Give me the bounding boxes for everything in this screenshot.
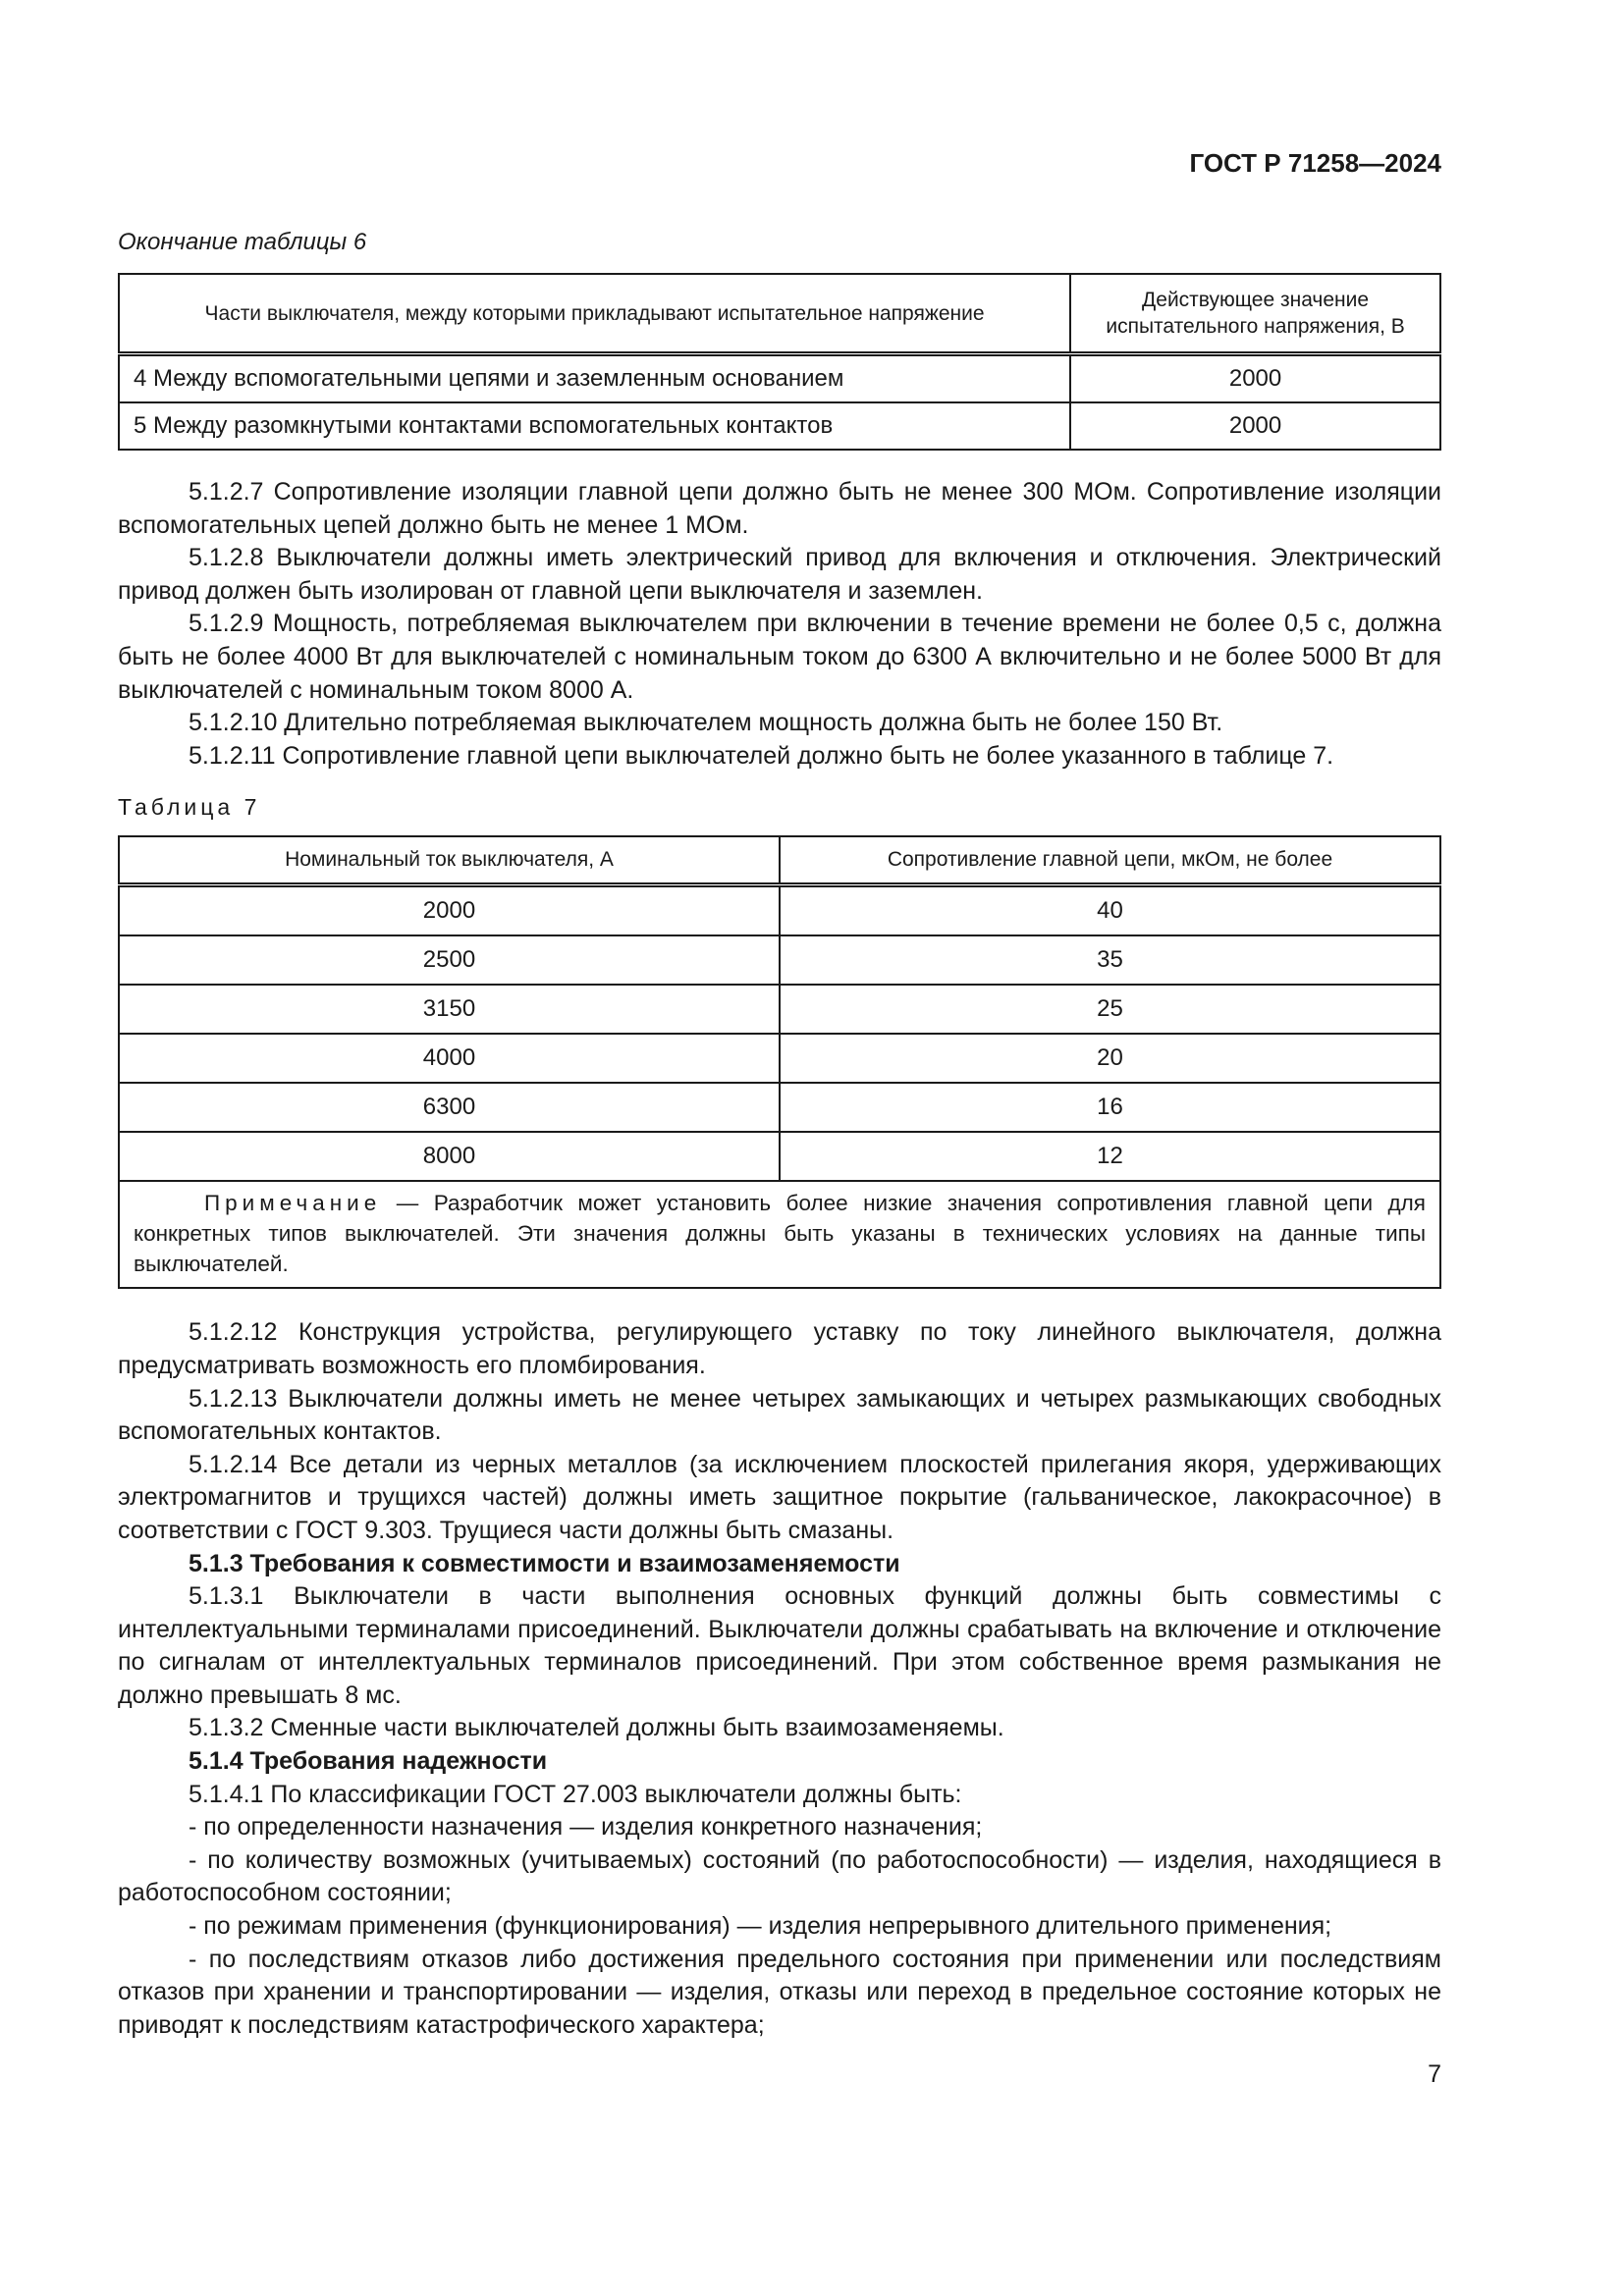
table-header-row (119, 836, 1440, 885)
cell: 4 Между вспомогательными цепями и заземленным основанием (119, 354, 1070, 403)
table-note (119, 1181, 1440, 1288)
text-block-2 (118, 1316, 1441, 2042)
table-row (119, 402, 1440, 450)
list-item: - по последствиям отказов либо достижения предельного состояния при применении или последствиям отказов при хранении и транспортировании — изделия, отказы или переход в предельное состояние которых не приводят к последствиям катастрофического характера; (118, 1945, 1441, 2039)
text-block-1 (118, 476, 1441, 773)
paragraph: 5.1.2.12 Конструкция устройства, регулирующего уставку по току линейного выключателя, должна предусматривать возможность его пломбирования. (118, 1318, 1441, 1379)
cell: 25 (780, 985, 1440, 1034)
table-header-row (119, 274, 1440, 354)
cell: 2000 (1070, 354, 1440, 403)
paragraph: 5.1.2.10 Длительно потребляемая выключателем мощность должна быть не более 150 Вт. (189, 709, 1223, 737)
cell: 6300 (119, 1083, 780, 1132)
table-row (119, 935, 1440, 985)
list-item: - по режимам применения (функционирования) — изделия непрерывного длительного применения; (189, 1912, 1332, 1941)
section-heading: 5.1.4 Требования надежности (189, 1747, 548, 1776)
table7-caption: Таблица 7 (118, 794, 261, 821)
list-item: - по количеству возможных (учитываемых) состояний (по работоспособности) — изделия, находящиеся в работоспособном состоянии; (118, 1845, 1441, 1907)
list-item: - по определенности назначения — изделия конкретного назначения; (189, 1813, 983, 1842)
cell: 35 (780, 935, 1440, 985)
cell: 2500 (119, 935, 780, 985)
table-note-row (119, 1181, 1440, 1288)
table-row (119, 885, 1440, 936)
cell: 2000 (1070, 402, 1440, 450)
paragraph: 5.1.2.7 Сопротивление изоляции главной цепи должно быть не менее 300 МОм. Сопротивление изоляции вспомогательных цепей должно быть не менее 1 МОм. (118, 478, 1441, 539)
column-header: Действующее значение испытательного напряжения, В (1070, 274, 1440, 354)
paragraph: 5.1.3.1 Выключатели в части выполнения основных функций должны быть совместимы с интеллектуальными терминалами присоединений. Выключатели должны срабатывать на включение и отключение по сигналам от интеллектуальных терминалов присоединений. При этом собственное время размыкания не должно превышать 8 мс. (118, 1582, 1441, 1709)
table-row (119, 1034, 1440, 1083)
cell: 8000 (119, 1132, 780, 1181)
cell: 2000 (119, 885, 780, 936)
note-label: Примечание (204, 1191, 382, 1216)
column-header: Сопротивление главной цепи, мкОм, не более (780, 836, 1440, 885)
paragraph: 5.1.2.13 Выключатели должны иметь не менее четырех замыкающих и четырех размыкающих свободных вспомогательных контактов. (118, 1384, 1441, 1446)
table6-caption: Окончание таблицы 6 (118, 229, 367, 255)
page-number: 7 (1428, 2060, 1441, 2089)
note-text: — Разработчик может установить более низкие значения сопротивления главной цепи для конкретных типов выключателей. Эти значения должны быть указаны в технических условиях на данные типы выключателей. (134, 1191, 1426, 1277)
paragraph: 5.1.3.2 Сменные части выключателей должны быть взаимозаменяемы. (189, 1714, 1004, 1742)
paragraph: 5.1.2.8 Выключатели должны иметь электрический привод для включения и отключения. Электрический привод должен быть изолирован от главной цепи выключателя и заземлен. (118, 544, 1441, 605)
paragraph: 5.1.2.11 Сопротивление главной цепи выключателей должно быть не более указанного в таблице 7. (189, 741, 1334, 770)
paragraph: 5.1.2.14 Все детали из черных металлов (за исключением плоскостей прилегания якоря, удерживающих электромагнитов и трущихся частей) должны иметь защитное покрытие (гальваническое, лакокрасочное) в соответствии с ГОСТ 9.303. Трущиеся части должны быть смазаны. (118, 1450, 1441, 1544)
table-6 (118, 273, 1441, 451)
cell: 3150 (119, 985, 780, 1034)
table-7 (118, 835, 1441, 1289)
column-header: Номинальный ток выключателя, А (119, 836, 780, 885)
table-row (119, 1083, 1440, 1132)
column-header: Части выключателя, между которыми прикладывают испытательное напряжение (119, 274, 1070, 354)
section-heading: 5.1.3 Требования к совместимости и взаимозаменяемости (189, 1549, 900, 1577)
paragraph: 5.1.2.9 Мощность, потребляемая выключателем при включении в течение времени не более 0,5 с, должна быть не более 4000 Вт для выключателей с номинальным током до 6300 А включительно и не более 5000 Вт для выключателей с номинальным током 8000 А. (118, 610, 1441, 704)
cell: 5 Между разомкнутыми контактами вспомогательных контактов (119, 402, 1070, 450)
cell: 12 (780, 1132, 1440, 1181)
table-row (119, 354, 1440, 403)
table-row (119, 1132, 1440, 1181)
cell: 4000 (119, 1034, 780, 1083)
paragraph: 5.1.4.1 По классификации ГОСТ 27.003 выключатели должны быть: (189, 1780, 962, 1808)
cell: 20 (780, 1034, 1440, 1083)
document-header: ГОСТ Р 71258—2024 (1189, 148, 1441, 178)
cell: 40 (780, 885, 1440, 936)
table-row (119, 985, 1440, 1034)
cell: 16 (780, 1083, 1440, 1132)
